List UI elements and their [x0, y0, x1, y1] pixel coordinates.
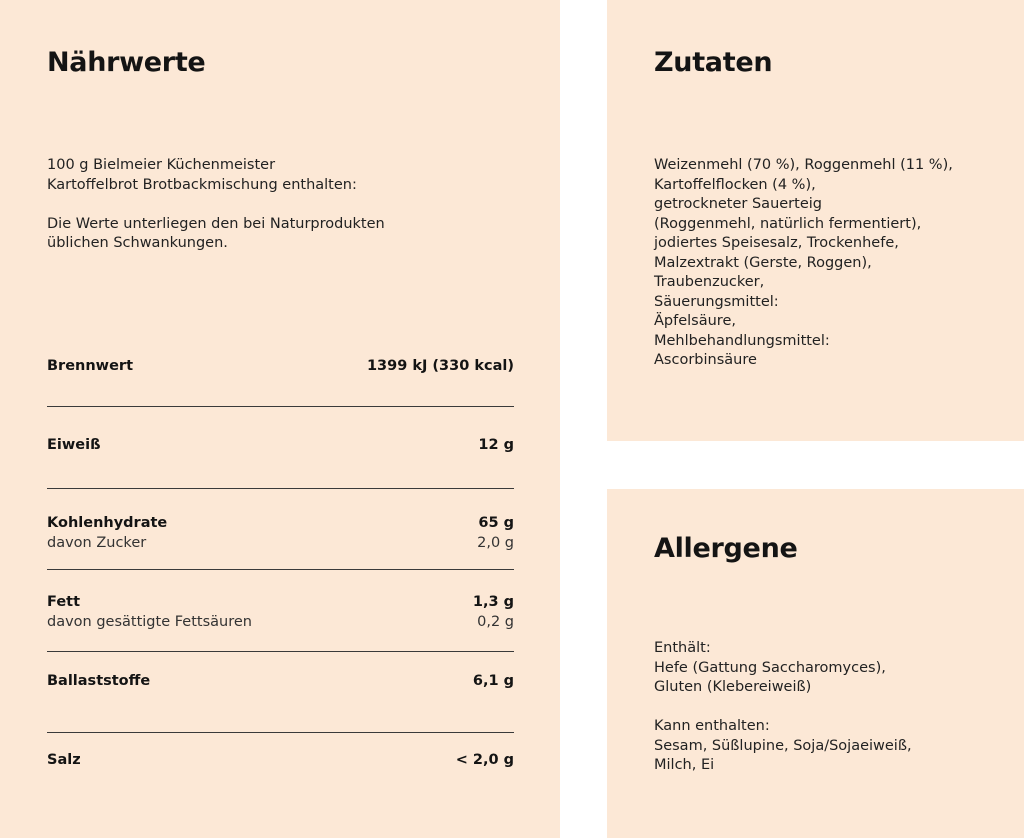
nutrition-title: Nährwerte [47, 47, 206, 78]
nutrition-sub-value: 2,0 g [477, 535, 514, 551]
nutrition-value: 6,1 g [472, 673, 514, 689]
ingredients-text: Weizenmehl (70 %), Roggenmehl (11 %), Kartoffelflocken (4 %), getrockneter Sauerteig (Roggenmehl, natürlich fermentiert), jodiertes Speisesalz, Trockenhefe, Malzextrakt (Gerste, Roggen), Traubenzucker, Säuerungsmittel: Äpfelsäure, Mehlbehandlungsmittel: Ascorbinsäure [654, 157, 953, 368]
divider [47, 488, 514, 489]
nutrition-row-protein [47, 435, 514, 455]
ingredients-title: Zutaten [654, 47, 773, 78]
nutrition-row-energy [47, 356, 514, 376]
ingredients-panel [607, 0, 1024, 441]
nutrition-value: < 2,0 g [455, 752, 514, 768]
nutrition-value: 12 g [478, 437, 514, 453]
nutrition-value: 1399 kJ (330 kcal) [366, 358, 514, 374]
nutrition-label: Salz [47, 752, 81, 768]
nutrition-sub-value: 0,2 g [477, 614, 514, 630]
nutrition-label: Kohlenhydrate [47, 515, 168, 531]
nutrition-label: Eiweiß [47, 437, 101, 453]
divider [47, 569, 514, 570]
allergens-title: Allergene [654, 533, 798, 564]
nutrition-sub-label: davon gesättigte Fettsäuren [47, 614, 252, 630]
allergens-text: Enthält: Hefe (Gattung Saccharomyces), Gluten (Klebereiweiß) Kann enthalten: Sesam, Süßlupine, Soja/Sojaeiweiß, Milch, Ei [654, 640, 912, 773]
nutrition-label: Ballaststoffe [47, 673, 151, 689]
nutrition-row-salt [47, 750, 514, 770]
nutrition-row-carbohydrates [47, 513, 514, 553]
divider [47, 651, 514, 652]
nutrition-row-fiber [47, 671, 514, 691]
nutrition-label: Brennwert [47, 358, 133, 374]
nutrition-intro: 100 g Bielmeier Küchenmeister Kartoffelbrot Brotbackmischung enthalten: Die Werte unterliegen den bei Naturprodukten üblichen Schwankungen. [47, 157, 385, 251]
allergens-panel [607, 489, 1024, 838]
divider [47, 406, 514, 407]
nutrition-value: 1,3 g [472, 594, 514, 610]
divider [47, 732, 514, 733]
nutrition-label: Fett [47, 594, 81, 610]
nutrition-sub-label: davon Zucker [47, 535, 147, 551]
nutrition-row-fat [47, 592, 514, 632]
nutrition-value: 65 g [478, 515, 514, 531]
